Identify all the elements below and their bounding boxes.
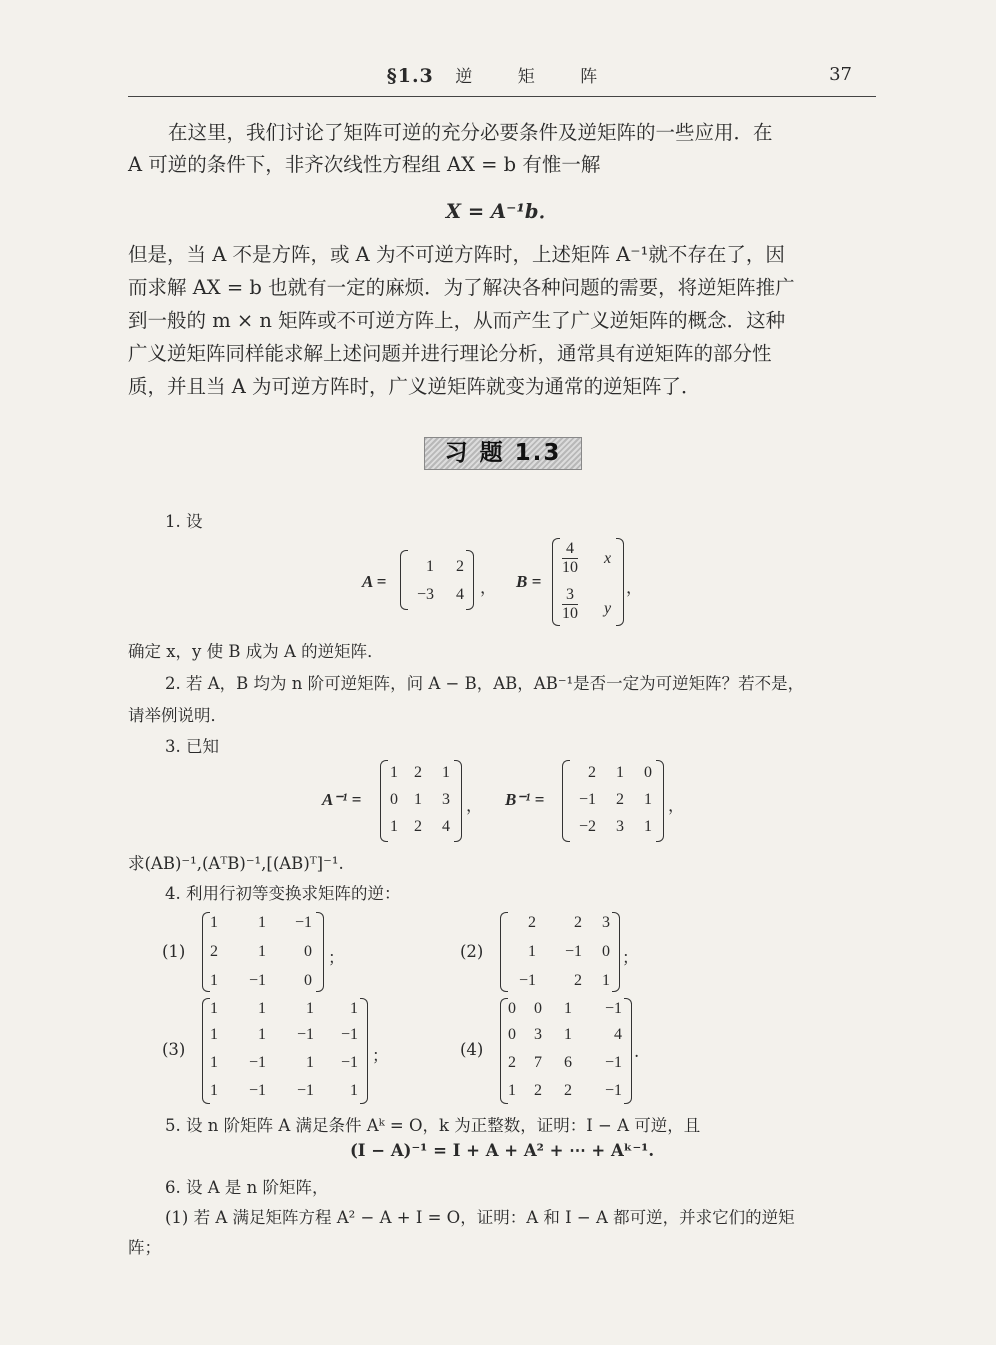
matrix-cell: 2 xyxy=(574,972,582,989)
matrix-cell: −1 xyxy=(248,1054,266,1071)
matrix-cell: 1 xyxy=(414,791,422,808)
ex4-3-label: (3) xyxy=(162,1040,186,1059)
matrix-cell: 1 xyxy=(528,943,536,960)
intro-formula: X = A⁻¹b． xyxy=(445,200,559,223)
comma: ， xyxy=(466,796,483,815)
ex3-Binv-label: B⁻¹ = xyxy=(505,790,545,809)
ex5-formula: (I − A)⁻¹ = I + A + A² + ⋯ + Aᵏ⁻¹. xyxy=(350,1141,655,1160)
intro-line-1: 在这里，我们讨论了矩阵可逆的充分必要条件及逆矩阵的一些应用．在 xyxy=(168,121,773,144)
matrix-4-1 xyxy=(202,912,324,992)
matrix-cell: 2 xyxy=(588,764,596,781)
matrix-cell: 0 xyxy=(644,764,652,781)
matrix-cell: 1 xyxy=(350,1082,358,1099)
ex2-line-2: 请举例说明． xyxy=(128,706,227,725)
matrix-cell: 2 xyxy=(564,1082,572,1099)
comma: ， xyxy=(626,578,643,597)
ex6-line-2: (1) 若 A 满足矩阵方程 A² − A + I = O，证明：A 和 I − A 都可逆，并求它们的逆矩 xyxy=(165,1208,795,1227)
matrix-4-2 xyxy=(500,912,620,992)
matrix-cell: 2 xyxy=(508,1054,516,1071)
matrix-cell: 3 xyxy=(616,818,624,835)
exercises-title: 习 题 1.3 xyxy=(424,437,582,470)
matrix-cell: −3 xyxy=(416,586,434,603)
matrix-cell: 2 xyxy=(456,558,464,575)
matrix-cell: 2 xyxy=(414,764,422,781)
matrix-B xyxy=(552,538,624,626)
matrix-cell: 1 xyxy=(644,791,652,808)
matrix-cell: 0 xyxy=(602,943,610,960)
matrix-cell: 7 xyxy=(534,1054,542,1071)
matrix-cell: −1 xyxy=(564,943,582,960)
bracket-right xyxy=(454,760,462,842)
bracket-right xyxy=(466,550,474,610)
matrix-4-3 xyxy=(202,998,368,1104)
bracket-left xyxy=(500,912,508,992)
matrix-cell: 0 xyxy=(304,943,312,960)
ex4-4-label: (4) xyxy=(460,1040,484,1059)
bracket-right xyxy=(616,538,624,626)
matrix-cell: −1 xyxy=(578,791,596,808)
ex3-Ainv-label: A⁻¹ = xyxy=(322,790,362,809)
matrix-cell: 1 xyxy=(210,1054,218,1071)
matrix-cell: −1 xyxy=(248,972,266,989)
semicolon: ； xyxy=(328,948,345,967)
matrix-cell: 0 xyxy=(390,791,398,808)
intro-line-4: 而求解 AX = b 也就有一定的麻烦．为了解决各种问题的需要，将逆矩阵推广 xyxy=(128,276,795,299)
bracket-left xyxy=(552,538,560,626)
ex4-1-label: (1) xyxy=(162,942,186,961)
intro-line-2: A 可逆的条件下，非齐次线性方程组 AX = b 有惟一解 xyxy=(128,153,601,176)
fraction-4-10 xyxy=(562,540,578,577)
matrix-cell: 1 xyxy=(210,1000,218,1017)
intro-line-7: 质，并且当 A 为可逆方阵时，广义逆矩阵就变为通常的逆矩阵了． xyxy=(128,375,701,398)
matrix-cell: 4 xyxy=(614,1026,622,1043)
matrix-cell: 2 xyxy=(534,1082,542,1099)
matrix-cell: 1 xyxy=(258,943,266,960)
matrix-cell: 1 xyxy=(616,764,624,781)
matrix-cell: 1 xyxy=(390,764,398,781)
matrix-cell: 1 xyxy=(306,1000,314,1017)
intro-line-5: 到一般的 m × n 矩阵或不可逆方阵上，从而产生了广义逆矩阵的概念．这种 xyxy=(128,309,786,332)
ex4-lead: 4. 利用行初等变换求矩阵的逆： xyxy=(165,884,401,903)
variable-y: y xyxy=(604,600,612,617)
intro-line-3: 但是，当 A 不是方阵，或 A 为不可逆方阵时，上述矩阵 A⁻¹就不存在了，因 xyxy=(128,243,785,266)
matrix-cell: 2 xyxy=(574,914,582,931)
matrix-cell: 1 xyxy=(210,914,218,931)
ex6-line-3: 阵； xyxy=(128,1238,161,1257)
bracket-right xyxy=(360,998,368,1104)
matrix-cell: 0 xyxy=(508,1026,516,1043)
ex1-lead: 1. 设 xyxy=(165,512,203,531)
matrix-cell: 1 xyxy=(564,1000,572,1017)
matrix-cell: 6 xyxy=(564,1054,572,1071)
denominator: 10 xyxy=(562,605,578,622)
matrix-cell: −2 xyxy=(578,818,596,835)
ex1-tail: 确定 x，y 使 B 成为 A 的逆矩阵． xyxy=(128,642,384,661)
ex1-B-label: B = xyxy=(516,572,542,591)
comma: ， xyxy=(668,796,685,815)
matrix-cell: −1 xyxy=(248,1082,266,1099)
matrix-cell: 0 xyxy=(508,1000,516,1017)
section-number: §1.3 xyxy=(386,65,434,87)
semicolon: ； xyxy=(372,1046,389,1065)
matrix-cell: 1 xyxy=(508,1082,516,1099)
ex1-A-label: A = xyxy=(362,572,387,591)
matrix-cell: 1 xyxy=(258,1026,266,1043)
matrix-cell: 1 xyxy=(258,1000,266,1017)
ex3-lead: 3. 已知 xyxy=(165,737,219,756)
matrix-cell: 2 xyxy=(616,791,624,808)
matrix-cell: 0 xyxy=(304,972,312,989)
matrix-cell: 3 xyxy=(442,791,450,808)
matrix-cell: 2 xyxy=(528,914,536,931)
matrix-cell: 4 xyxy=(442,818,450,835)
matrix-cell: 3 xyxy=(602,914,610,931)
comma: ， xyxy=(480,578,497,597)
page-number: 37 xyxy=(829,64,852,85)
ex5-line-1: 5. 设 n 阶矩阵 A 满足条件 Aᵏ = O，k 为正整数，证明：I − A 可逆，且 xyxy=(165,1116,701,1135)
matrix-cell: 1 xyxy=(390,818,398,835)
semicolon: ； xyxy=(622,948,639,967)
fraction-3-10 xyxy=(562,586,578,623)
section-title: 逆 矩 阵 xyxy=(455,67,618,87)
matrix-cell: −1 xyxy=(604,1000,622,1017)
ex4-2-label: (2) xyxy=(460,942,484,961)
bracket-right xyxy=(624,998,632,1104)
matrix-cell: −1 xyxy=(518,972,536,989)
running-header xyxy=(128,60,876,97)
period: . xyxy=(634,1042,640,1061)
matrix-cell: −1 xyxy=(296,1082,314,1099)
bracket-right xyxy=(612,912,620,992)
matrix-cell: 1 xyxy=(442,764,450,781)
matrix-cell: −1 xyxy=(604,1054,622,1071)
numerator: 3 xyxy=(562,586,578,605)
ex6-line-1: 6. 设 A 是 n 阶矩阵， xyxy=(165,1178,329,1197)
matrix-cell: 1 xyxy=(350,1000,358,1017)
matrix-cell: 2 xyxy=(414,818,422,835)
matrix-cell: 1 xyxy=(306,1054,314,1071)
matrix-cell: 1 xyxy=(258,914,266,931)
matrix-cell: 1 xyxy=(564,1026,572,1043)
matrix-4-4 xyxy=(500,998,632,1104)
variable-x: x xyxy=(604,550,612,567)
matrix-cell: 1 xyxy=(210,972,218,989)
matrix-B-inverse xyxy=(562,760,664,842)
matrix-cell: 1 xyxy=(426,558,434,575)
bracket-right xyxy=(316,912,324,992)
matrix-cell: 1 xyxy=(602,972,610,989)
matrix-cell: −1 xyxy=(294,914,312,931)
matrix-A-inverse xyxy=(380,760,462,842)
bracket-right xyxy=(656,760,664,842)
matrix-cell: 1 xyxy=(210,1026,218,1043)
ex2-line-1: 2. 若 A，B 均为 n 阶可逆矩阵，问 A − B，AB，AB⁻¹是否一定为可逆矩阵？若不是， xyxy=(165,674,805,693)
ex3-ask: 求(AB)⁻¹,(AᵀB)⁻¹,[(AB)ᵀ]⁻¹. xyxy=(128,854,344,873)
matrix-cell: 4 xyxy=(456,586,464,603)
denominator: 10 xyxy=(562,559,578,576)
matrix-cell: 3 xyxy=(534,1026,542,1043)
intro-line-6: 广义逆矩阵同样能求解上述问题并进行理论分析，通常具有逆矩阵的部分性 xyxy=(128,342,772,365)
matrix-A xyxy=(400,550,474,610)
matrix-cell: 2 xyxy=(210,943,218,960)
numerator: 4 xyxy=(562,540,578,559)
matrix-cell: 1 xyxy=(210,1082,218,1099)
matrix-cell: −1 xyxy=(340,1054,358,1071)
matrix-cell: −1 xyxy=(604,1082,622,1099)
section-heading xyxy=(128,62,876,87)
matrix-cell: 1 xyxy=(644,818,652,835)
matrix-cell: −1 xyxy=(340,1026,358,1043)
matrix-cell: 0 xyxy=(534,1000,542,1017)
matrix-cell: −1 xyxy=(296,1026,314,1043)
